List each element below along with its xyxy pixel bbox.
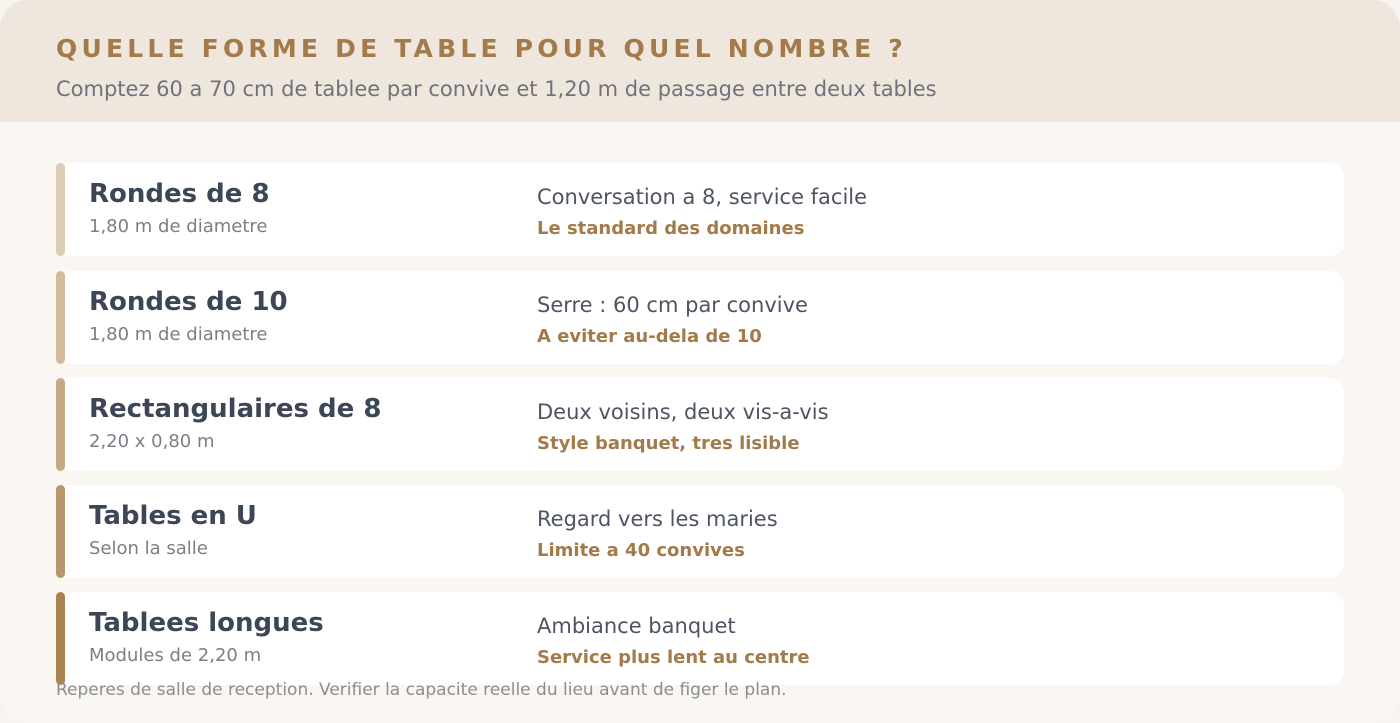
table-description: Ambiance banquet — [537, 614, 736, 638]
table-dimension: 2,20 x 0,80 m — [89, 431, 215, 452]
table-note: Le standard des domaines — [537, 218, 805, 239]
table-option-row — [56, 485, 1344, 578]
table-note: Limite a 40 convives — [537, 540, 745, 561]
table-shape-name: Rondes de 8 — [89, 179, 270, 209]
table-note: Style banquet, tres lisible — [537, 433, 800, 454]
accent-bar — [56, 271, 65, 364]
table-shape-name: Rectangulaires de 8 — [89, 394, 382, 424]
table-description: Deux voisins, deux vis-a-vis — [537, 400, 829, 424]
accent-bar — [56, 163, 65, 256]
table-note: A eviter au-dela de 10 — [537, 326, 762, 347]
table-dimension: 1,80 m de diametre — [89, 324, 268, 345]
page-subtitle: Comptez 60 a 70 cm de tablee par convive et 1,20 m de passage entre deux tables — [56, 77, 937, 101]
accent-bar — [56, 378, 65, 471]
table-description: Conversation a 8, service facile — [537, 185, 868, 209]
table-description: Serre : 60 cm par convive — [537, 293, 808, 317]
table-note: Service plus lent au centre — [537, 647, 810, 668]
table-shape-name: Tablees longues — [89, 608, 324, 638]
table-option-row — [56, 271, 1344, 364]
accent-bar — [56, 485, 65, 578]
table-option-row — [56, 592, 1344, 685]
footer-note: Reperes de salle de reception. Verifier la capacite reelle du lieu avant de figer le plan. — [56, 680, 787, 700]
table-dimension: 1,80 m de diametre — [89, 216, 268, 237]
table-shape-name: Tables en U — [89, 501, 257, 531]
table-option-row — [56, 378, 1344, 471]
table-description: Regard vers les maries — [537, 507, 778, 531]
table-option-row — [56, 163, 1344, 256]
table-shape-name: Rondes de 10 — [89, 287, 288, 317]
table-dimension: Modules de 2,20 m — [89, 645, 262, 666]
page-title: QUELLE FORME DE TABLE POUR QUEL NOMBRE ? — [56, 34, 908, 63]
accent-bar — [56, 592, 65, 685]
header-band — [0, 0, 1400, 122]
table-dimension: Selon la salle — [89, 538, 208, 559]
